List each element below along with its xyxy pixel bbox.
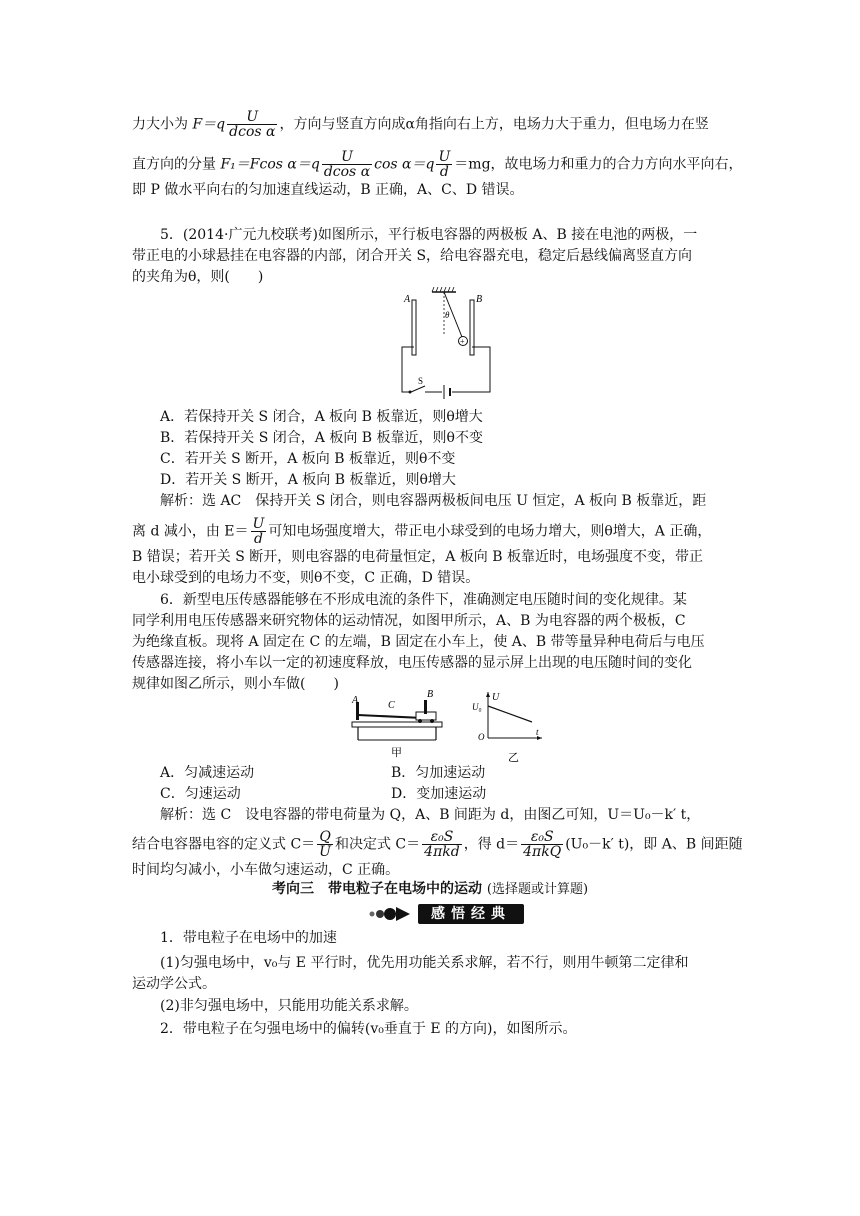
text: 可知电场强度增大，带正电小球受到的电场力增大，则θ增大，A 正确， bbox=[268, 523, 712, 540]
axis-u-label: U bbox=[492, 692, 500, 703]
section-title-text: 考向三 带电粒子在电场中的运动 bbox=[272, 881, 482, 897]
text: (U₀－k′ t)，即 A、B 间距随 bbox=[565, 836, 743, 853]
plate-b-label: B bbox=[476, 294, 483, 305]
plate-a-label: A bbox=[352, 695, 359, 706]
q6-stem-line-4: 传感器连接，将小车以一定的初速度释放，电压传感器的显示屏上出现的电压随时间的变化 bbox=[132, 655, 692, 671]
q6-stem-line-2: 同学利用电压传感器来研究物体的运动情况，如图甲所示，A、B 为电容器的两个极板，C bbox=[132, 613, 686, 629]
fraction-denominator: 4πkd bbox=[424, 844, 460, 860]
plate-a-label: A bbox=[404, 294, 411, 305]
switch-label: S bbox=[418, 376, 424, 386]
q5-solution-line-2 bbox=[132, 517, 711, 546]
fraction-denominator: dcos α bbox=[323, 164, 371, 180]
fraction bbox=[227, 110, 277, 139]
q6-figure-yi-graph bbox=[470, 688, 550, 766]
fraction bbox=[322, 150, 372, 179]
theta-label: θ bbox=[445, 310, 450, 320]
q5-option-a[interactable]: A．若保持开关 S 闭合，A 板向 B 板靠近，则θ增大 bbox=[160, 409, 483, 425]
point-2: 2．带电粒子在匀强电场中的偏转(v₀垂直于 E 的方向)，如图所示。 bbox=[160, 1021, 577, 1037]
q5-solution-line-4: 电小球受到的电场力不变，则θ不变，C 正确，D 错误。 bbox=[132, 570, 480, 586]
prev-para-line-3: 即 P 做水平向右的匀加速直线运动，B 正确，A、C、D 错误。 bbox=[132, 182, 524, 198]
formula-text: F₁＝Fcos α＝q bbox=[220, 156, 320, 173]
q5-option-d[interactable]: D．若开关 S 断开，A 板向 B 板靠近，则θ增大 bbox=[160, 472, 456, 488]
q6-option-d[interactable]: D．变加速运动 bbox=[391, 786, 487, 802]
formula-text: F＝q bbox=[192, 116, 226, 133]
fraction-numerator: U bbox=[227, 110, 277, 125]
q6-solution-line-3: 时间均匀减小，小车做匀速运动，C 正确。 bbox=[132, 862, 400, 878]
q6-stem-line-1: 6．新型电压传感器能够在不形成电流的条件下，准确测定电压随时间的变化规律。某 bbox=[160, 592, 687, 608]
figure-caption-jia: 甲 bbox=[391, 747, 402, 759]
fraction-numerator: ε₀S bbox=[422, 830, 462, 845]
fraction-numerator: Q bbox=[317, 830, 333, 845]
u0-label: U₀ bbox=[472, 702, 482, 712]
q5-solution-line-1: 解析：选 AC 保持开关 S 闭合，则电容器两极板间电压 U 恒定，A 板向 B 板靠近，距 bbox=[160, 493, 707, 509]
fraction bbox=[422, 830, 462, 859]
fraction-denominator: dcos α bbox=[229, 124, 276, 140]
q6-option-b[interactable]: B．匀加速运动 bbox=[391, 765, 486, 781]
point-1a-line-2: 运动学公式。 bbox=[132, 976, 216, 992]
origin-label: O bbox=[478, 732, 485, 742]
q5-option-b[interactable]: B．若保持开关 S 闭合，A 板向 B 板靠近，则θ不变 bbox=[160, 430, 483, 446]
text: 结合电容器电容的定义式 C＝ bbox=[132, 836, 316, 853]
plate-b-label: B bbox=[427, 689, 434, 700]
fraction-denominator: U bbox=[319, 844, 331, 860]
section-title bbox=[272, 879, 588, 900]
text: ＝mg，故电场力和重力的合力方向水平向右， bbox=[454, 156, 743, 173]
q5-stem-line-1: 5．(2014·广元九校联考)如图所示，平行板电容器的两极板 A、B 接在电池的两极，一 bbox=[160, 227, 698, 243]
q6-figure-jia-cart bbox=[348, 688, 448, 760]
fraction-denominator: 4πkQ bbox=[523, 844, 562, 860]
point-1b: (2)非匀强电场中，只能用功能关系求解。 bbox=[160, 998, 418, 1014]
fraction-numerator: U bbox=[322, 150, 372, 165]
text: 力大小为 bbox=[132, 116, 188, 133]
q5-stem-line-2: 带正电的小球悬挂在电容器的内部，闭合开关 S，给电容器充电，稳定后悬线偏离竖直方向 bbox=[132, 248, 693, 264]
prev-para-line-2 bbox=[132, 150, 743, 179]
point-1a-line-1: (1)匀强电场中，v₀与 E 平行时，优先用功能关系求解，若不行，则用牛顿第二定律和 bbox=[160, 955, 689, 971]
text: 直方向的分量 bbox=[132, 156, 216, 173]
q6-solution-line-1: 解析：选 C 设电容器的带电荷量为 Q，A、B 间距为 d，由图乙可知，U＝U₀－k′ t， bbox=[160, 807, 701, 823]
q5-stem-line-3: 的夹角为θ，则( ) bbox=[132, 269, 264, 285]
figure-caption-yi: 乙 bbox=[508, 752, 519, 764]
fraction-numerator: ε₀S bbox=[521, 830, 563, 845]
q6-option-c[interactable]: C．匀速运动 bbox=[160, 786, 241, 802]
text: ，得 d＝ bbox=[463, 836, 520, 853]
text: 离 d 减小，由 E＝ bbox=[132, 523, 249, 540]
fraction bbox=[251, 517, 267, 546]
plate-c-label: C bbox=[388, 700, 395, 711]
formula-text: cos α＝q bbox=[374, 156, 435, 173]
badge-label: 感悟经典 bbox=[431, 906, 511, 922]
section-subtitle: (选择题或计算题) bbox=[486, 882, 589, 897]
q5-capacitor-figure bbox=[390, 285, 505, 400]
point-1: 1．带电粒子在电场中的加速 bbox=[160, 930, 337, 946]
fraction-numerator: U bbox=[438, 149, 451, 165]
fraction bbox=[317, 830, 333, 859]
prev-para-line-1 bbox=[132, 110, 709, 139]
q6-stem-line-5: 规律如图乙所示，则小车做( ) bbox=[132, 676, 339, 692]
fraction-denominator: d bbox=[439, 164, 449, 180]
q6-solution-line-2 bbox=[132, 830, 743, 859]
q6-option-a[interactable]: A．匀减速运动 bbox=[160, 765, 255, 781]
fraction bbox=[521, 830, 563, 859]
axis-t-label: t bbox=[536, 727, 539, 737]
fraction bbox=[436, 150, 452, 179]
charge-label: + bbox=[460, 337, 465, 346]
q5-solution-line-3: B 错误；若开关 S 断开，则电容器的电荷量恒定，A 板向 B 板靠近时，电场强度不变，带正 bbox=[132, 549, 703, 565]
q5-option-c[interactable]: C．若开关 S 断开，A 板向 B 板靠近，则θ不变 bbox=[160, 451, 456, 467]
q6-stem-line-3: 为绝缘直板。现将 A 固定在 C 的左端，B 固定在小车上，使 A、B 带等量异种电荷后与电压 bbox=[132, 634, 705, 650]
fraction-denominator: d bbox=[253, 531, 263, 547]
text: 和决定式 C＝ bbox=[334, 836, 421, 853]
fraction-numerator: U bbox=[252, 516, 265, 532]
text: ，方向与竖直方向成α角指向右上方，电场力大于重力，但电场力在竖 bbox=[279, 116, 709, 133]
